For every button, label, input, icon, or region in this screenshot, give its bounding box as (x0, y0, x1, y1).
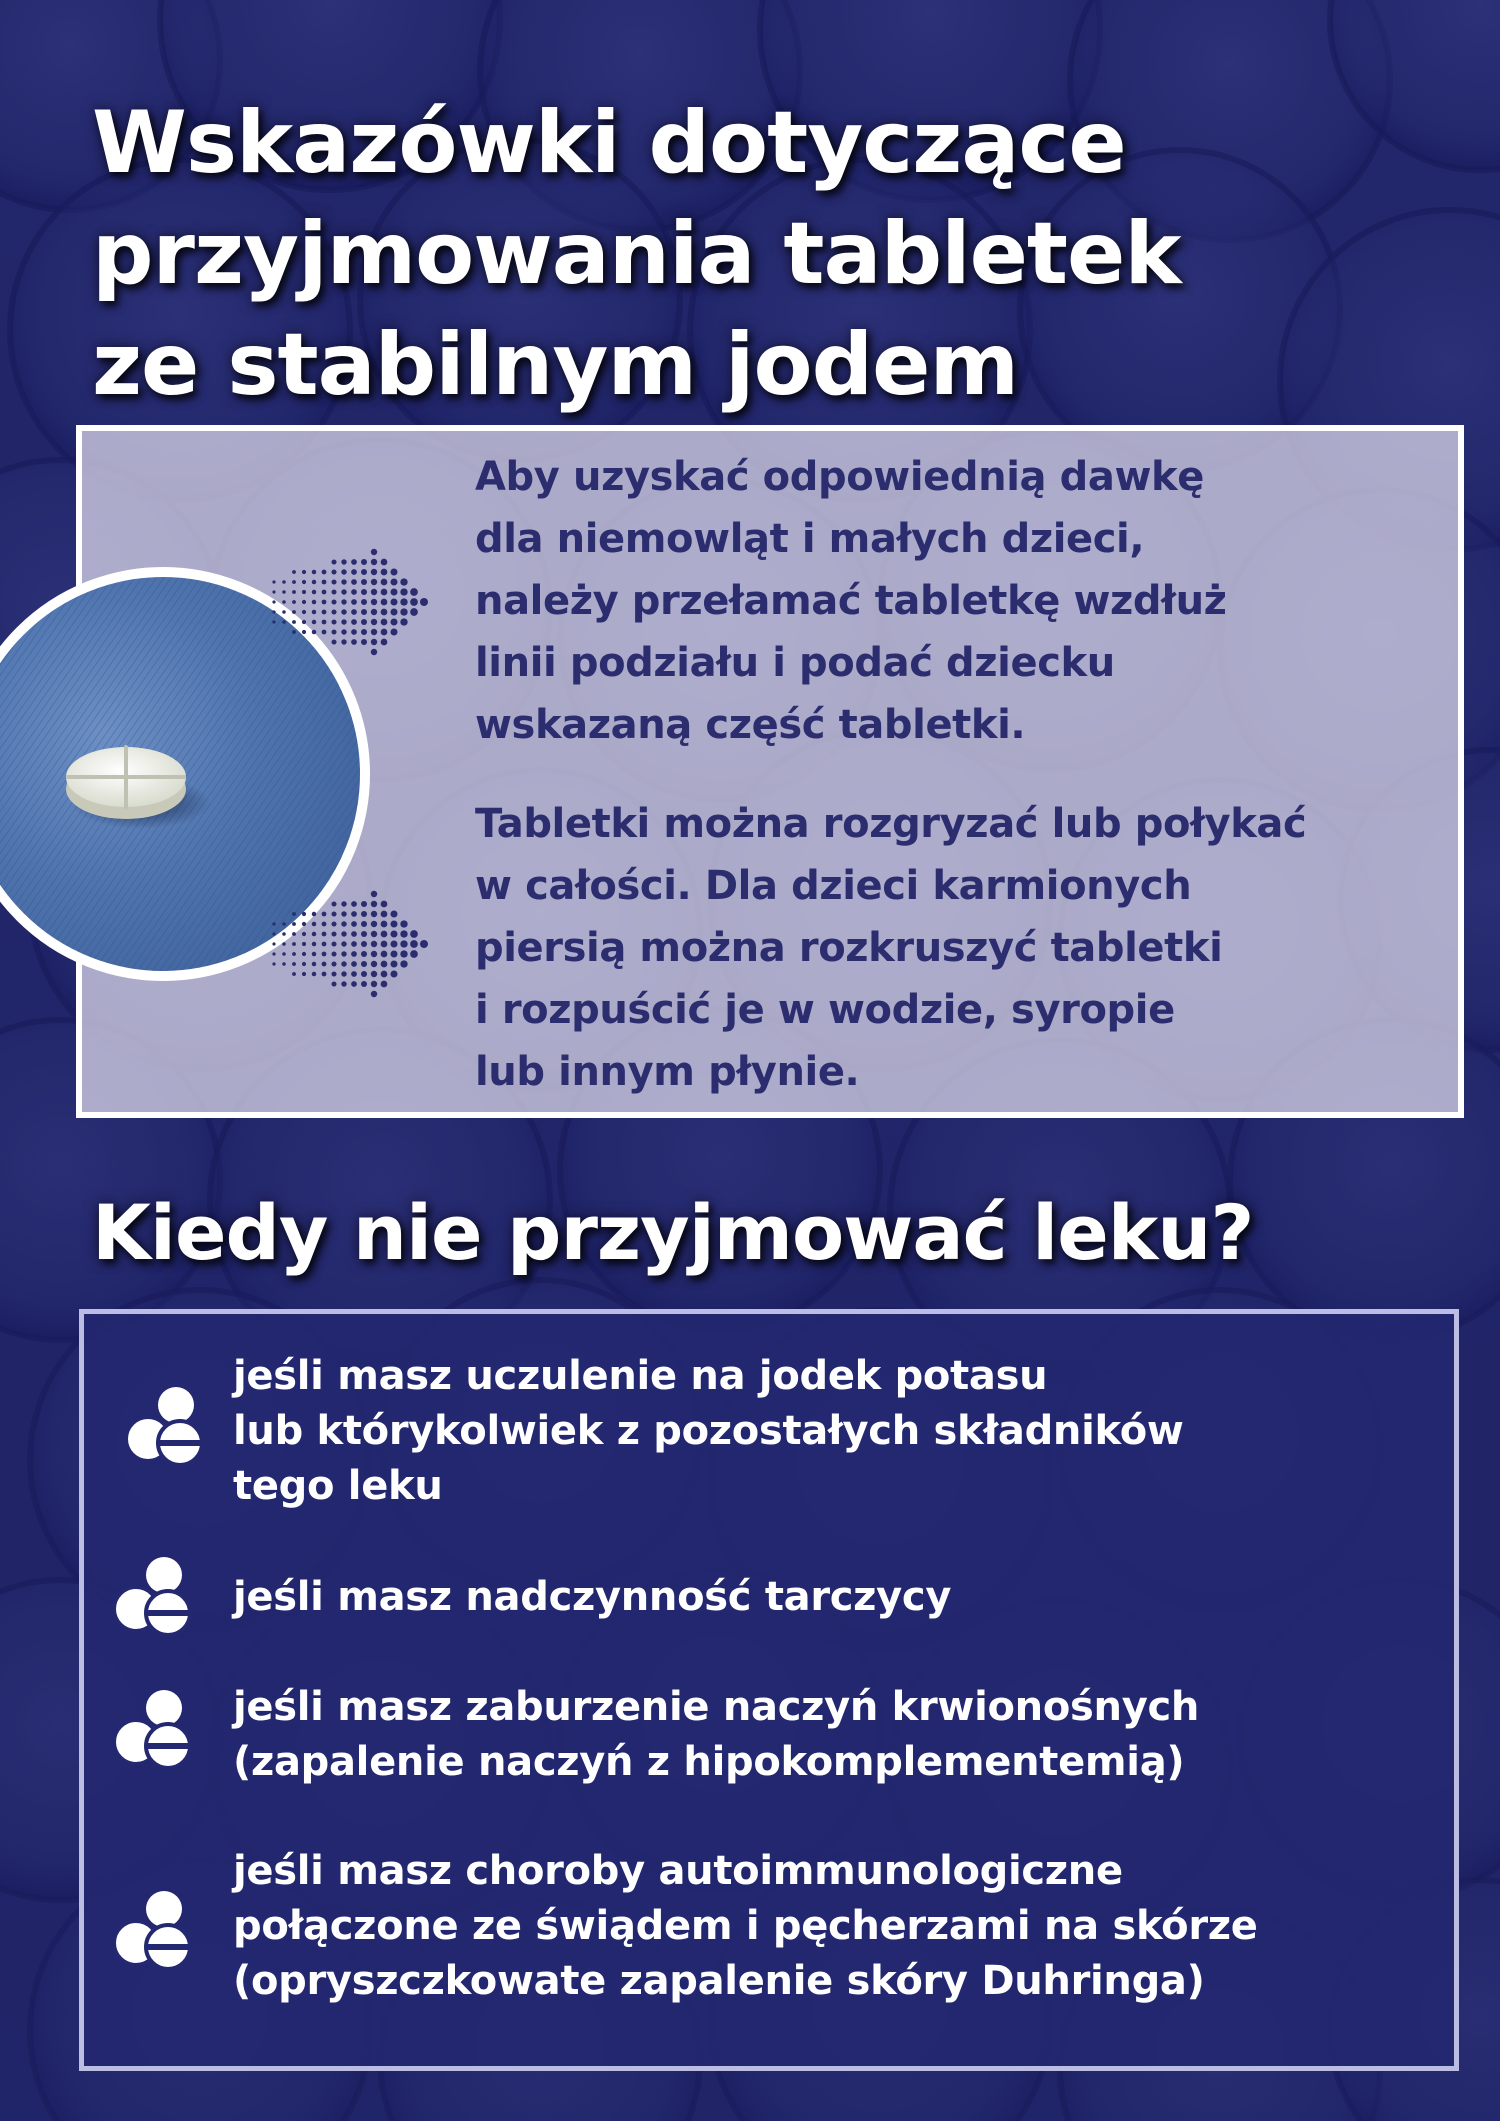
list-item-line: lub którykolwiek z pozostałych składników (233, 1408, 1184, 1454)
list-item-line: jeśli masz zaburzenie naczyń krwionośnych (233, 1684, 1200, 1730)
paragraph-line: piersią można rozkruszyć tabletki (475, 925, 1223, 971)
paragraph-line: lub innym płynie. (475, 1049, 860, 1095)
dotted-arrow-right-icon (268, 882, 436, 1006)
paragraph-line: dla niemowląt i małych dzieci, (475, 516, 1145, 562)
dotted-arrow-right-icon (268, 540, 436, 664)
list-item-line: jeśli masz uczulenie na jodek potasu (233, 1353, 1048, 1399)
paragraph-line: i rozpuścić je w wodzie, syropie (475, 987, 1175, 1033)
paragraph-line: linii podziału i podać dziecku (475, 640, 1115, 686)
list-item (233, 1844, 1433, 2009)
page-title (92, 88, 1412, 421)
list-item-line: jeśli masz nadczynność tarczycy (233, 1574, 952, 1620)
title-line: przyjmowania tabletek (92, 204, 1181, 304)
title-line: ze stabilnym jodem (92, 315, 1019, 415)
list-item (233, 1680, 1433, 1790)
paragraph-line: Aby uzyskać odpowiednią dawkę (475, 454, 1204, 500)
title-line: Wskazówki dotyczące (92, 93, 1126, 193)
pills-icon (106, 1553, 194, 1641)
list-item (233, 1349, 1433, 1514)
paragraph-line: Tabletki można rozgryzać lub połykać (475, 801, 1307, 847)
paragraph-line: wskazaną część tabletki. (475, 702, 1026, 748)
dosage-paragraph (475, 446, 1465, 756)
pills-icon (106, 1686, 194, 1774)
administration-paragraph (475, 793, 1465, 1103)
pills-icon (118, 1383, 206, 1471)
list-item-line: połączone ze świądem i pęcherzami na skórze (233, 1903, 1258, 1949)
paragraph-line: należy przełamać tabletkę wzdłuż (475, 578, 1227, 624)
list-item-line: (zapalenie naczyń z hipokomplementemią) (233, 1739, 1185, 1785)
list-item (233, 1570, 1433, 1625)
section-heading: Kiedy nie przyjmować leku? (92, 1188, 1254, 1277)
list-item-line: jeśli masz choroby autoimmunologiczne (233, 1848, 1123, 1894)
list-item-line: tego leku (233, 1463, 443, 1509)
list-item-line: (opryszczkowate zapalenie skóry Duhringa) (233, 1958, 1205, 2004)
pills-icon (106, 1887, 194, 1975)
paragraph-line: w całości. Dla dzieci karmionych (475, 863, 1192, 909)
